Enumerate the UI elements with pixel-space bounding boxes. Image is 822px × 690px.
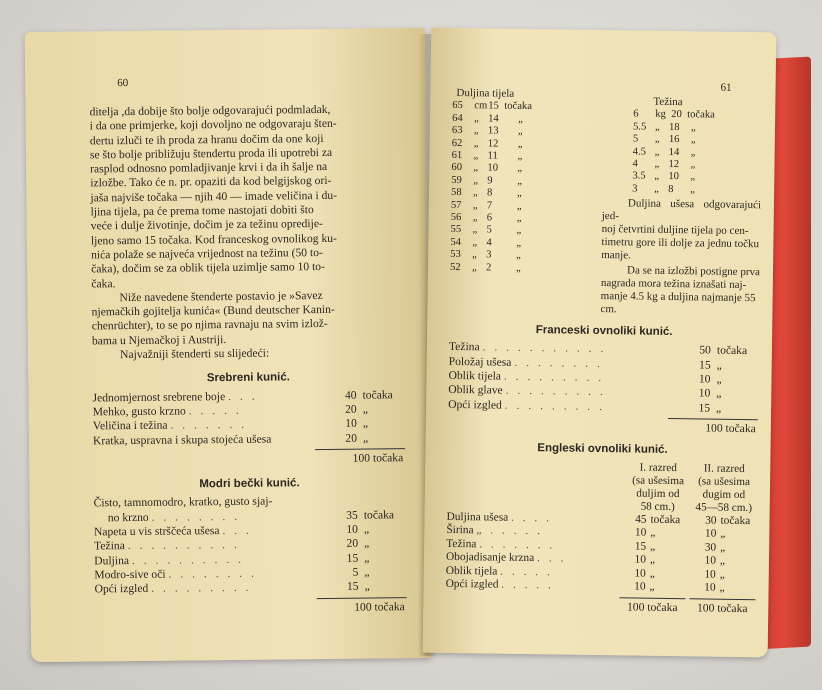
class-headers — [447, 458, 758, 514]
row-label: Modro-sive oči . . . . . . . . — [94, 566, 258, 582]
table-row: 60 „ 10 „ — [451, 162, 523, 175]
total-class-2: 100 točaka — [689, 598, 755, 616]
total-points: 100 točaka — [705, 421, 756, 436]
row-points: 15 — [698, 401, 711, 415]
table-row: 62 „ 12 „ — [451, 137, 523, 150]
modri-table — [94, 494, 407, 618]
right-page — [423, 28, 777, 658]
row-unit: „ — [716, 386, 722, 401]
row-label: Jednomjernost srebrene boje . . . — [92, 389, 258, 405]
row-label: Duljina . . . . . . . . . . — [94, 552, 245, 568]
text-line: Duljina ušesa odgovarajući jed- — [601, 197, 762, 223]
total-points: 100 točaka — [354, 599, 405, 614]
row-unit: „ — [364, 579, 370, 593]
length-table — [449, 86, 601, 316]
text-line: rasplod odnosno pomladjivanje krvi i da ih šalje na — [90, 160, 328, 176]
text-line: cm. — [600, 303, 617, 316]
row-unit: točaka — [362, 387, 393, 402]
left-page-text — [89, 102, 406, 617]
heading-franceski: Franceski ovnoliki kunić. — [535, 324, 673, 339]
row-points: 5 — [352, 565, 359, 579]
table-row: 65 cm 15 točaka — [452, 100, 533, 113]
text-line: čaka. — [91, 276, 116, 290]
row-unit: „ — [364, 536, 370, 550]
paragraph-1 — [89, 102, 403, 291]
row-label: Veličina i težina . . . . . . . — [92, 418, 248, 433]
table-row: 59 „ 9 „ — [451, 174, 523, 187]
table-row: 5.5 „ 18 „ — [632, 121, 696, 134]
row-points: 40 — [344, 388, 357, 402]
text-line: ljeno samo 15 točaka. Kod franceskog ovnolikog ku- — [90, 231, 337, 248]
row-points: 15 — [346, 551, 359, 565]
row-points: 15 — [699, 358, 711, 372]
row-points: 50 — [699, 343, 711, 357]
table-row: 4.5 „ 14 „ — [632, 145, 696, 158]
heading-modri: Modri bečki kunić. — [199, 477, 300, 491]
row-unit: „ — [364, 565, 370, 579]
row-label: Duljina ušesa . . . . — [446, 510, 553, 524]
row-points: 10 — [698, 386, 711, 400]
table-row: 53 „ 3 „ — [450, 249, 521, 262]
table-row: Obojadisanje krzna . . . 10 „ 10 „ — [445, 551, 726, 568]
table-row: 3.5 „ 10 „ — [632, 170, 696, 183]
row-unit: „ — [362, 431, 369, 445]
text-line: ditelja ,da dobije što bolje odgovarajući podmladak, — [89, 102, 331, 119]
paragraph-2 — [91, 288, 404, 363]
srebreni-table — [92, 388, 405, 469]
row-points: 20 — [346, 536, 359, 551]
page-number-left: 60 — [117, 77, 129, 90]
totals-row — [445, 595, 755, 617]
row-unit: „ — [716, 401, 722, 415]
row-label: Mehko, gusto krzno . . . . . — [92, 403, 242, 419]
sum-rule — [668, 418, 758, 420]
row-label: Težina . . . . . . . . . . — [94, 538, 240, 553]
row-unit: „ — [363, 522, 370, 536]
table-row: 58 „ 8 „ — [451, 187, 522, 200]
sum-rule — [317, 597, 407, 599]
table-row: 6 kg 20 točaka — [633, 108, 715, 121]
table-row: Oblik tijela . . . . . 10 „ 10 „ — [445, 564, 725, 581]
heading-engleski: Engleski ovnoliki kunić. — [537, 442, 668, 457]
row-label: Oblik tijela . . . . . . . . . — [448, 368, 605, 385]
row-points: 10 — [345, 416, 357, 431]
row-label: Napeta u vis strščeća ušesa . . . — [93, 523, 252, 539]
left-page — [25, 28, 432, 662]
table-row: 5 „ 16 „ — [632, 133, 696, 146]
table-row: 57 „ 7 „ — [450, 199, 522, 212]
row-unit: „ — [716, 358, 722, 372]
class-1-header: I. razred (sa ušesima duljim od 58 cm.) — [632, 461, 685, 513]
row-label: Opći izgled . . . . . . . . . — [94, 580, 252, 596]
row-label: Kratka, uspravna i skupa stojeća ušesa — [92, 432, 272, 447]
row-unit: „ — [716, 372, 722, 386]
text-line: timetru gore ili dolje za jednu točku — [601, 236, 760, 251]
heading-srebreni: Srebreni kunić. — [206, 371, 290, 385]
row-intro: Čisto, tamnomodro, kratko, gusto sjaj- — [93, 494, 273, 510]
table-row — [448, 398, 758, 417]
table-row: 3 „ 8 „ — [632, 183, 695, 196]
table-row: 63 „ 13 „ — [451, 125, 523, 138]
row-points: 35 — [346, 508, 358, 522]
text-line: veće i dulje životinje, dočim je za težinu opredije- — [90, 217, 323, 233]
table-row: 54 „ 4 „ — [450, 236, 522, 249]
table-row: 52 „ 2 „ — [449, 261, 521, 274]
total-class-1: 100 točaka — [619, 597, 685, 615]
table-row: 55 „ 5 „ — [450, 224, 522, 237]
row-label: Oblik tijela . . . . . — [445, 564, 553, 579]
table-row: Širina „ . . . . . 10 „ 10 „ — [446, 523, 726, 540]
text-line: i da one primjerke, koji dovoljno ne odgovaraju šten- — [89, 117, 337, 133]
weight-title: Težina — [653, 95, 683, 109]
text-line: chenrüchter), to se po njima ravnaju na svim izlož- — [91, 317, 328, 333]
row-unit: točaka — [363, 507, 395, 522]
text-line: nagrada mora težina iznašati naj- — [600, 277, 747, 292]
row-label: Obojadisanje krzna . . . — [445, 551, 567, 565]
sum-rule — [315, 448, 405, 450]
table-row: Duljina ušesa . . . . 45 točaka 30 točaka — [446, 510, 751, 527]
engleski-table — [445, 458, 757, 616]
text-line: njemačkih gojitelja kunića« (Bund deutscher Kanin- — [91, 303, 335, 319]
row-label: Težina . . . . . . . — [446, 537, 556, 552]
text-line: Niže navedene štenderte postavio je »Savez — [119, 288, 323, 304]
row-points: 10 — [698, 372, 711, 386]
row-unit: „ — [364, 551, 370, 565]
text-line: se što bolje približuju štendertu proda ili upotrebi za — [89, 145, 333, 162]
row-label: Opći izgled . . . . . . . . . — [448, 397, 606, 413]
table-row: Težina . . . . . . . 15 „ 30 „ — [446, 537, 726, 554]
total-points: 100 točaka — [352, 451, 404, 465]
row-unit: „ — [362, 416, 369, 430]
length-title: Duljina tijela — [456, 86, 515, 100]
row-label: Opći izgled . . . . . — [445, 578, 555, 592]
class-2-header: II. razred (sa ušesima dugim od 45—58 cm.) — [695, 461, 753, 514]
franceski-table — [448, 340, 759, 436]
row-label: no krzno . . . . . . . . — [107, 509, 241, 524]
text-line: dertu izluči te ih proda za hranu dočim da one koji — [89, 131, 324, 148]
note-first-prize — [600, 264, 760, 318]
text-line: Najvažniji štenderti su slijedeći: — [120, 346, 270, 362]
row-label: Položaj ušesa . . . . . . . . — [448, 354, 603, 370]
text-line: bama u Njemačkoj i Austriji. — [91, 332, 227, 348]
row-label: Oblik glave . . . . . . . . . — [448, 383, 607, 399]
page-number-right: 61 — [720, 81, 732, 94]
row-unit: točaka — [716, 344, 748, 358]
weight-and-notes — [598, 88, 762, 318]
text-line: noj četvrtini duljine tijela po cen- — [601, 223, 749, 238]
row-label: Širina „ . . . . . — [446, 523, 544, 538]
row-points: 10 — [346, 522, 359, 536]
row-points: 20 — [345, 431, 358, 445]
table-row: Opći izgled . . . . . 10 „ 10 „ — [445, 578, 725, 595]
row-points: 20 — [345, 402, 357, 416]
text-line: manje 4.5 kg a duljina najmanje 55 — [600, 290, 756, 305]
text-line: Da se na izložbi postigne prva — [626, 264, 761, 279]
length-weight-block — [449, 86, 762, 318]
text-line: manje. — [601, 249, 631, 262]
right-page-text — [445, 86, 762, 617]
text-line: jaša najviše točaka — njih 40 — imade veličina i du- — [90, 188, 338, 205]
text-line: ljina tijela, pa će prema tome nastojati dobiti što — [90, 203, 314, 219]
text-line: nića polaže se najveća vrijednost na težinu (50 to- — [90, 245, 323, 262]
text-line: čaka), dočim se za oblik tijela uzimlje samo 10 to- — [91, 260, 325, 276]
table-row: 56 „ 6 „ — [450, 211, 522, 224]
table-row: 61 „ 11 „ — [451, 149, 523, 162]
note-ear-length — [601, 197, 761, 264]
text-line: izložbe. Tako će n. pr. opaziti da kod belgijskog ori- — [90, 174, 332, 190]
row-unit: „ — [362, 402, 368, 416]
table-row: 64 „ 14 „ — [452, 112, 523, 125]
row-points: 15 — [346, 579, 359, 593]
table-row — [94, 579, 406, 597]
row-label: Težina . . . . . . . . . . . — [448, 340, 607, 356]
table-row: 4 „ 12 „ — [632, 158, 696, 171]
table-row — [93, 431, 405, 449]
